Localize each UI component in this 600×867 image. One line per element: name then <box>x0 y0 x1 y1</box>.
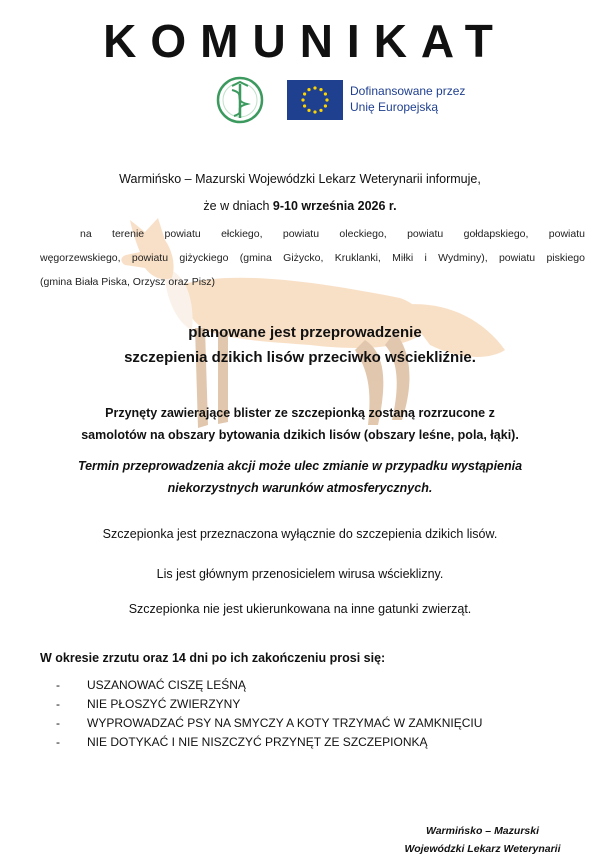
list-bullet: - <box>56 716 60 730</box>
request-heading: W okresie zrzutu oraz 14 dni po ich zakończeniu prosi się: <box>40 651 386 665</box>
info-line-1: Szczepionka jest przeznaczona wyłącznie do szczepienia dzikich lisów. <box>102 527 498 541</box>
list-bullet: - <box>56 697 60 711</box>
signature-line-2: Wojewódzki Lekarz Weterynarii <box>404 843 561 855</box>
eu-label-line2: Unię Europejską <box>350 100 439 114</box>
list-item <box>56 676 482 695</box>
intro-line: Warmińsko – Mazurski Wojewódzki Lekarz Weterynarii informuje, <box>119 172 481 186</box>
eu-funding-label <box>350 83 465 115</box>
list-item-text: WYPROWADZAĆ PSY NA SMYCZY A KOTY TRZYMAĆ W ZAMKNIĘCIU <box>87 716 483 730</box>
page-title: KOMUNIKAT <box>103 15 507 67</box>
list-bullet: - <box>56 735 60 749</box>
request-list <box>56 676 482 752</box>
signature <box>395 822 570 858</box>
area-line-1: na terenie powiatu ełckiego, powiatu oleckiego, powiatu gołdapskiego, powiatu <box>80 228 585 240</box>
eu-label-line1: Dofinansowane przez <box>350 84 466 98</box>
list-item <box>56 714 482 733</box>
list-bullet: - <box>56 678 60 692</box>
veterinary-inspection-logo <box>212 74 268 126</box>
eu-flag-icon <box>287 80 343 120</box>
list-item <box>56 695 482 714</box>
area-line-2: węgorzewskiego, powiatu giżyckiego (gmina Giżycko, Kruklanki, Miłki i Wydminy), powiatu piskiego <box>40 252 585 264</box>
bait-info <box>0 402 600 446</box>
list-item-text: USZANOWAĆ CISZĘ LEŚNĄ <box>87 678 246 692</box>
vaccination-announcement <box>0 320 600 370</box>
area-line-3: (gmina Biała Piska, Orzysz oraz Pisz) <box>40 276 216 288</box>
intro-dates-line <box>0 198 600 215</box>
info-line-3: Szczepionka nie jest ukierunkowana na inne gatunki zwierząt. <box>128 602 472 616</box>
warning-line-2: niekorzystnych warunków atmosferycznych. <box>167 481 433 495</box>
intro-dates-prefix: że w dniach <box>203 199 273 213</box>
list-item-text: NIE DOTYKAĆ I NIE NISZCZYĆ PRZYNĘT ZE SZCZEPIONKĄ <box>87 735 428 749</box>
bait-line-1: Przynęty zawierające blister ze szczepionką zostaną rozrzucone z <box>105 406 495 420</box>
bait-line-2: samolotów na obszary bytowania dzikich lisów (obszary leśne, pola, łąki). <box>81 428 519 442</box>
signature-line-1: Warmińsko – Mazurski <box>425 825 539 837</box>
area-description <box>40 222 585 294</box>
intro-dates: 9-10 września 2026 r. <box>272 199 397 213</box>
announcement-line-1: planowane jest przeprowadzenie <box>188 324 422 341</box>
weather-warning <box>0 455 600 499</box>
list-item-text: NIE PŁOSZYĆ ZWIERZYNY <box>87 697 241 711</box>
info-line-2: Lis jest głównym przenosicielem wirusa wścieklizny. <box>156 567 444 581</box>
announcement-line-2: szczepienia dzikich lisów przeciwko wściekliźnie. <box>124 349 476 366</box>
warning-line-1: Termin przeprowadzenia akcji może ulec zmianie w przypadku wystąpienia <box>77 459 523 473</box>
list-item <box>56 733 482 752</box>
